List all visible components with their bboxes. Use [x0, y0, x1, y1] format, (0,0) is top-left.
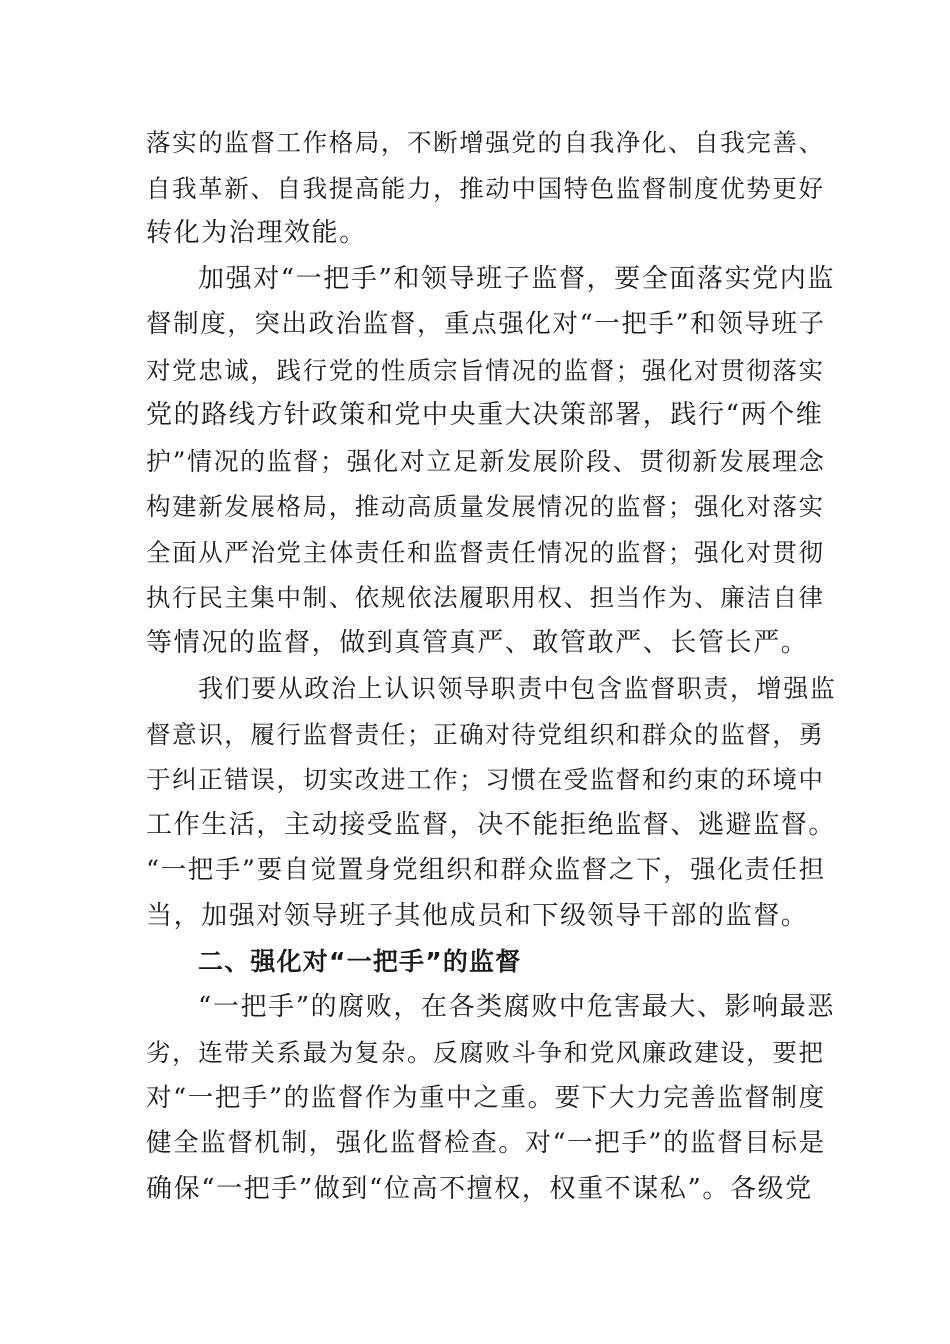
text-line: 加强对“一把手”和领导班子监督，要全面落实党内监 [198, 263, 835, 294]
text-line: 转化为治理效能。 [146, 218, 367, 248]
text-line: 构建新发展格局，推动高质量发展情况的监督；强化对落实 [146, 492, 825, 521]
text-line: 党的路线方针政策和党中央重大决策部署，践行“两个维 [146, 400, 824, 430]
text-line: 全面从严治党主体责任和监督责任情况的监督；强化对贯彻 [146, 537, 825, 567]
text-line: “一把手”的腐败，在各类腐败中危害最大、影响最恶 [198, 991, 835, 1022]
text-line: 对党忠诚，践行党的性质宗旨情况的监督；强化对贯彻落实 [146, 355, 825, 385]
text-line: 自我革新、自我提高能力，推动中国特色监督制度优势更好 [146, 173, 825, 203]
text-line: 落实的监督工作格局，不断增强党的自我净化、自我完善、 [146, 128, 825, 157]
text-line: 督意识，履行监督责任；正确对待党组织和群众的监督，勇 [146, 719, 825, 749]
text-line: 工作生活，主动接受监督，决不能拒绝监督、逃避监督。 [146, 809, 837, 840]
text-line: “一把手”要自觉置身党组织和群众监督之下，强化责任担 [146, 855, 826, 885]
text-line: 当，加强对领导班子其他成员和下级领导干部的监督。 [146, 900, 809, 931]
text-line: 确保“一把手”做到“位高不擅权，权重不谋私”。各级党 [146, 1173, 813, 1204]
section-heading: 二、强化对“一把手”的监督 [198, 947, 522, 976]
text-line: 于纠正错误，切实改进工作；习惯在受监督和约束的环境中 [146, 765, 825, 794]
text-line: 对“一把手”的监督作为重中之重。要下大力完善监督制度 [146, 1082, 826, 1113]
text-line: 等情况的监督，做到真管真严、敢管敢严、长管长严。 [146, 627, 809, 658]
text-line: 健全监督机制，强化监督检查。对“一把手”的监督目标是 [146, 1128, 826, 1158]
text-line: 护”情况的监督；强化对立足新发展阶段、贯彻新发展理念 [146, 446, 826, 476]
document-body [146, 120, 837, 1212]
text-line: 督制度，突出政治监督，重点强化对“一把手”和领导班子 [146, 309, 826, 339]
text-line: 我们要从政治上认识领导职责中包含监督职责，增强监 [198, 674, 837, 703]
text-line: 劣，连带关系最为复杂。反腐败斗争和党风廉政建设，要把 [146, 1038, 825, 1067]
text-line: 执行民主集中制、依规依法履职用权、担当作为、廉洁自律 [146, 583, 825, 612]
